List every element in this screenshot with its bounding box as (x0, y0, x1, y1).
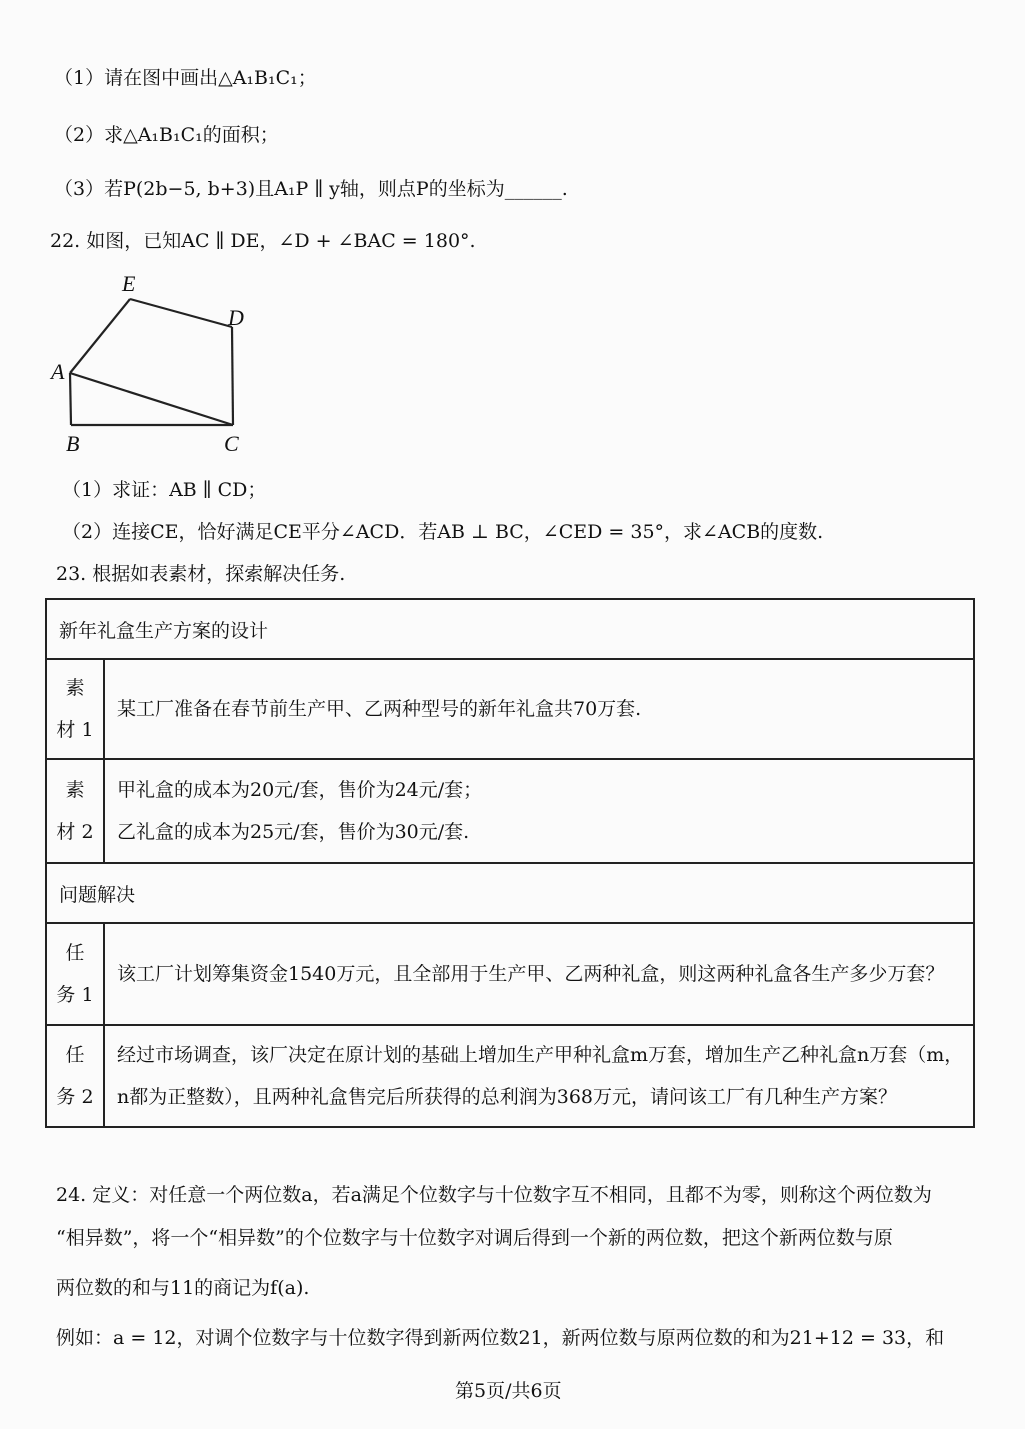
q21-part3: （3）若P(2b−5, b+3)且A₁P ∥ y轴，则点P的坐标为______. (54, 178, 568, 200)
label-e: E (122, 271, 136, 296)
section-problem-solving: 问题解决 (46, 863, 974, 923)
page-footer: 第5页/共6页 (455, 1380, 562, 1402)
material2-text: 甲礼盒的成本为20元/套，售价为24元/套； 乙礼盒的成本为25元/套，售价为30元/套. (104, 759, 974, 863)
q22-stem: 22. 如图，已知AC ∥ DE，∠D + ∠BAC = 180°. (50, 230, 476, 252)
q24-line3: 两位数的和与11的商记为f(a). (56, 1277, 310, 1299)
task2-text: 经过市场调查，该厂决定在原计划的基础上增加生产甲种礼盒m万套，增加生产乙种礼盒n万套（m， n都为正整数），且两种礼盒售完后所获得的总利润为368万元，请问该工厂有几种生产方案？ (104, 1025, 974, 1127)
q23-table (45, 598, 975, 1128)
label-d: D (228, 305, 244, 330)
table-title: 新年礼盒生产方案的设计 (46, 599, 974, 659)
segment-ac (70, 373, 233, 425)
segment-dc (232, 327, 233, 425)
task1-label: 任 务 1 (46, 923, 104, 1025)
q22-part1: （1）求证：AB ∥ CD； (62, 479, 267, 501)
q24-line1: 24. 定义：对任意一个两位数a，若a满足个位数字与十位数字互不相同，且都不为零，则称这个两位数为 (56, 1184, 932, 1206)
q21-part2: （2）求△A₁B₁C₁的面积； (54, 124, 279, 146)
task2-label: 任 务 2 (46, 1025, 104, 1127)
label-c: C (224, 431, 239, 456)
segment-ed (130, 299, 232, 327)
material1-text: 某工厂准备在春节前生产甲、乙两种型号的新年礼盒共70万套. (104, 659, 974, 759)
segment-ae (70, 299, 130, 373)
q23-stem: 23. 根据如表素材，探索解决任务. (56, 563, 346, 585)
material1-label: 素 材 1 (46, 659, 104, 759)
q24-line4: 例如：a = 12，对调个位数字与十位数字得到新两位数21，新两位数与原两位数的和为21+12 = 33，和 (56, 1327, 945, 1349)
task1-text: 该工厂计划筹集资金1540万元，且全部用于生产甲、乙两种礼盒，则这两种礼盒各生产多少万套？ (104, 923, 974, 1025)
segment-ab (70, 373, 71, 425)
q24-line2: “相异数”，将一个“相异数”的个位数字与十位数字对调后得到一个新的两位数，把这个新两位数与原 (56, 1227, 893, 1249)
q22-figure (40, 265, 270, 465)
label-a: A (51, 359, 65, 384)
q22-part2: （2）连接CE，恰好满足CE平分∠ACD．若AB ⊥ BC，∠CED = 35°，求∠ACB的度数. (62, 521, 824, 543)
material2-label: 素 材 2 (46, 759, 104, 863)
q21-part1: （1）请在图中画出△A₁B₁C₁； (54, 67, 317, 89)
label-b: B (66, 431, 80, 456)
